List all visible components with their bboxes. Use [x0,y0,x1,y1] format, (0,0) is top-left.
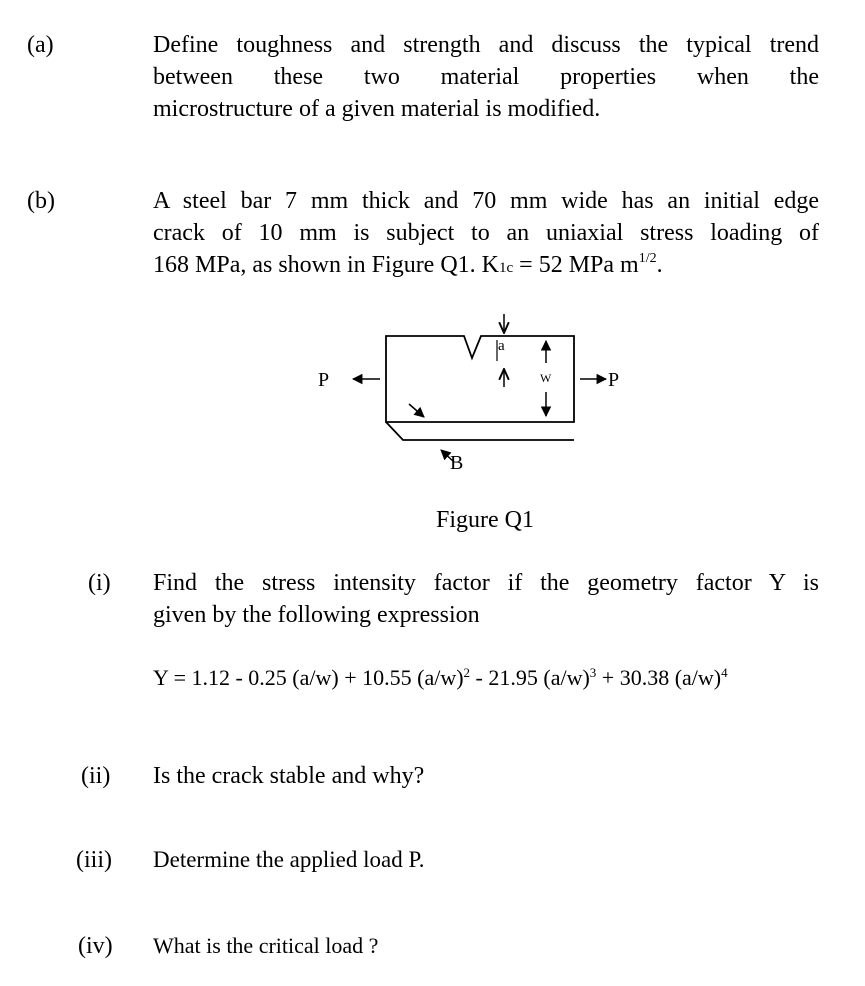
formula-term-3: + 30.38 (a/w) [596,665,722,690]
part-a-question [153,29,819,125]
point-label-b: B [450,452,464,474]
formula-exponent-3: 3 [589,665,597,680]
part-iv-label: (iv) [78,933,113,959]
part-b-line-3-end: . [656,252,663,278]
part-ii-question: Is the crack stable and why? [153,763,425,789]
point-b-arrow-upper [409,404,424,417]
formula-term-2: - 21.95 (a/w) [470,665,590,690]
exponent-half: 1/2 [638,251,657,266]
part-a-line-1: Define toughness and strength and discuss the typical trend [153,32,819,58]
geometry-factor-formula [153,663,728,693]
part-i-line-2: given by the following expression [153,602,480,628]
part-b-line-3-mid: = 52 MPa m [513,252,639,278]
crack-label-a: a [498,338,505,354]
part-b-line-3 [153,249,819,284]
part-iii-label: (iii) [76,847,112,873]
formula-term-1: Y = 1.12 - 0.25 (a/w) + 10.55 (a/w) [153,665,464,690]
part-iii-question: Determine the applied load P. [153,847,425,872]
bar-thickness-edge [386,422,574,440]
part-ii-label: (ii) [81,763,111,789]
width-label-w: W [540,371,552,385]
part-i-question [153,567,819,631]
part-b-question [153,185,819,284]
load-left-p: P [318,369,330,391]
part-b-line-2: crack of 10 mm is subject to an uniaxial stress loading of [153,220,819,246]
part-a-label: (a) [27,32,54,58]
part-i-line-1: Find the stress intensity factor if the geometry factor Y is [153,570,819,596]
formula-exponent-4: 4 [721,665,728,680]
part-b-line-1: A steel bar 7 mm thick and 70 mm wide has an initial edge [153,188,819,214]
part-a-line-3: microstructure of a given material is modified. [153,96,601,122]
kic-subscript: 1c [499,260,514,276]
load-right-p: P [608,369,620,391]
part-a-line-2: between these two material properties when the [153,64,819,90]
part-b-label: (b) [27,188,55,214]
formula-exponent-2: 2 [463,665,471,680]
part-iv-question: What is the critical load ? [153,933,379,958]
part-i-label: (i) [88,570,111,596]
part-b-line-3-prefix: 168 MPa, as shown in Figure Q1. K [153,252,499,278]
figure-caption: Figure Q1 [436,507,534,533]
figure-q1-diagram [300,305,620,485]
